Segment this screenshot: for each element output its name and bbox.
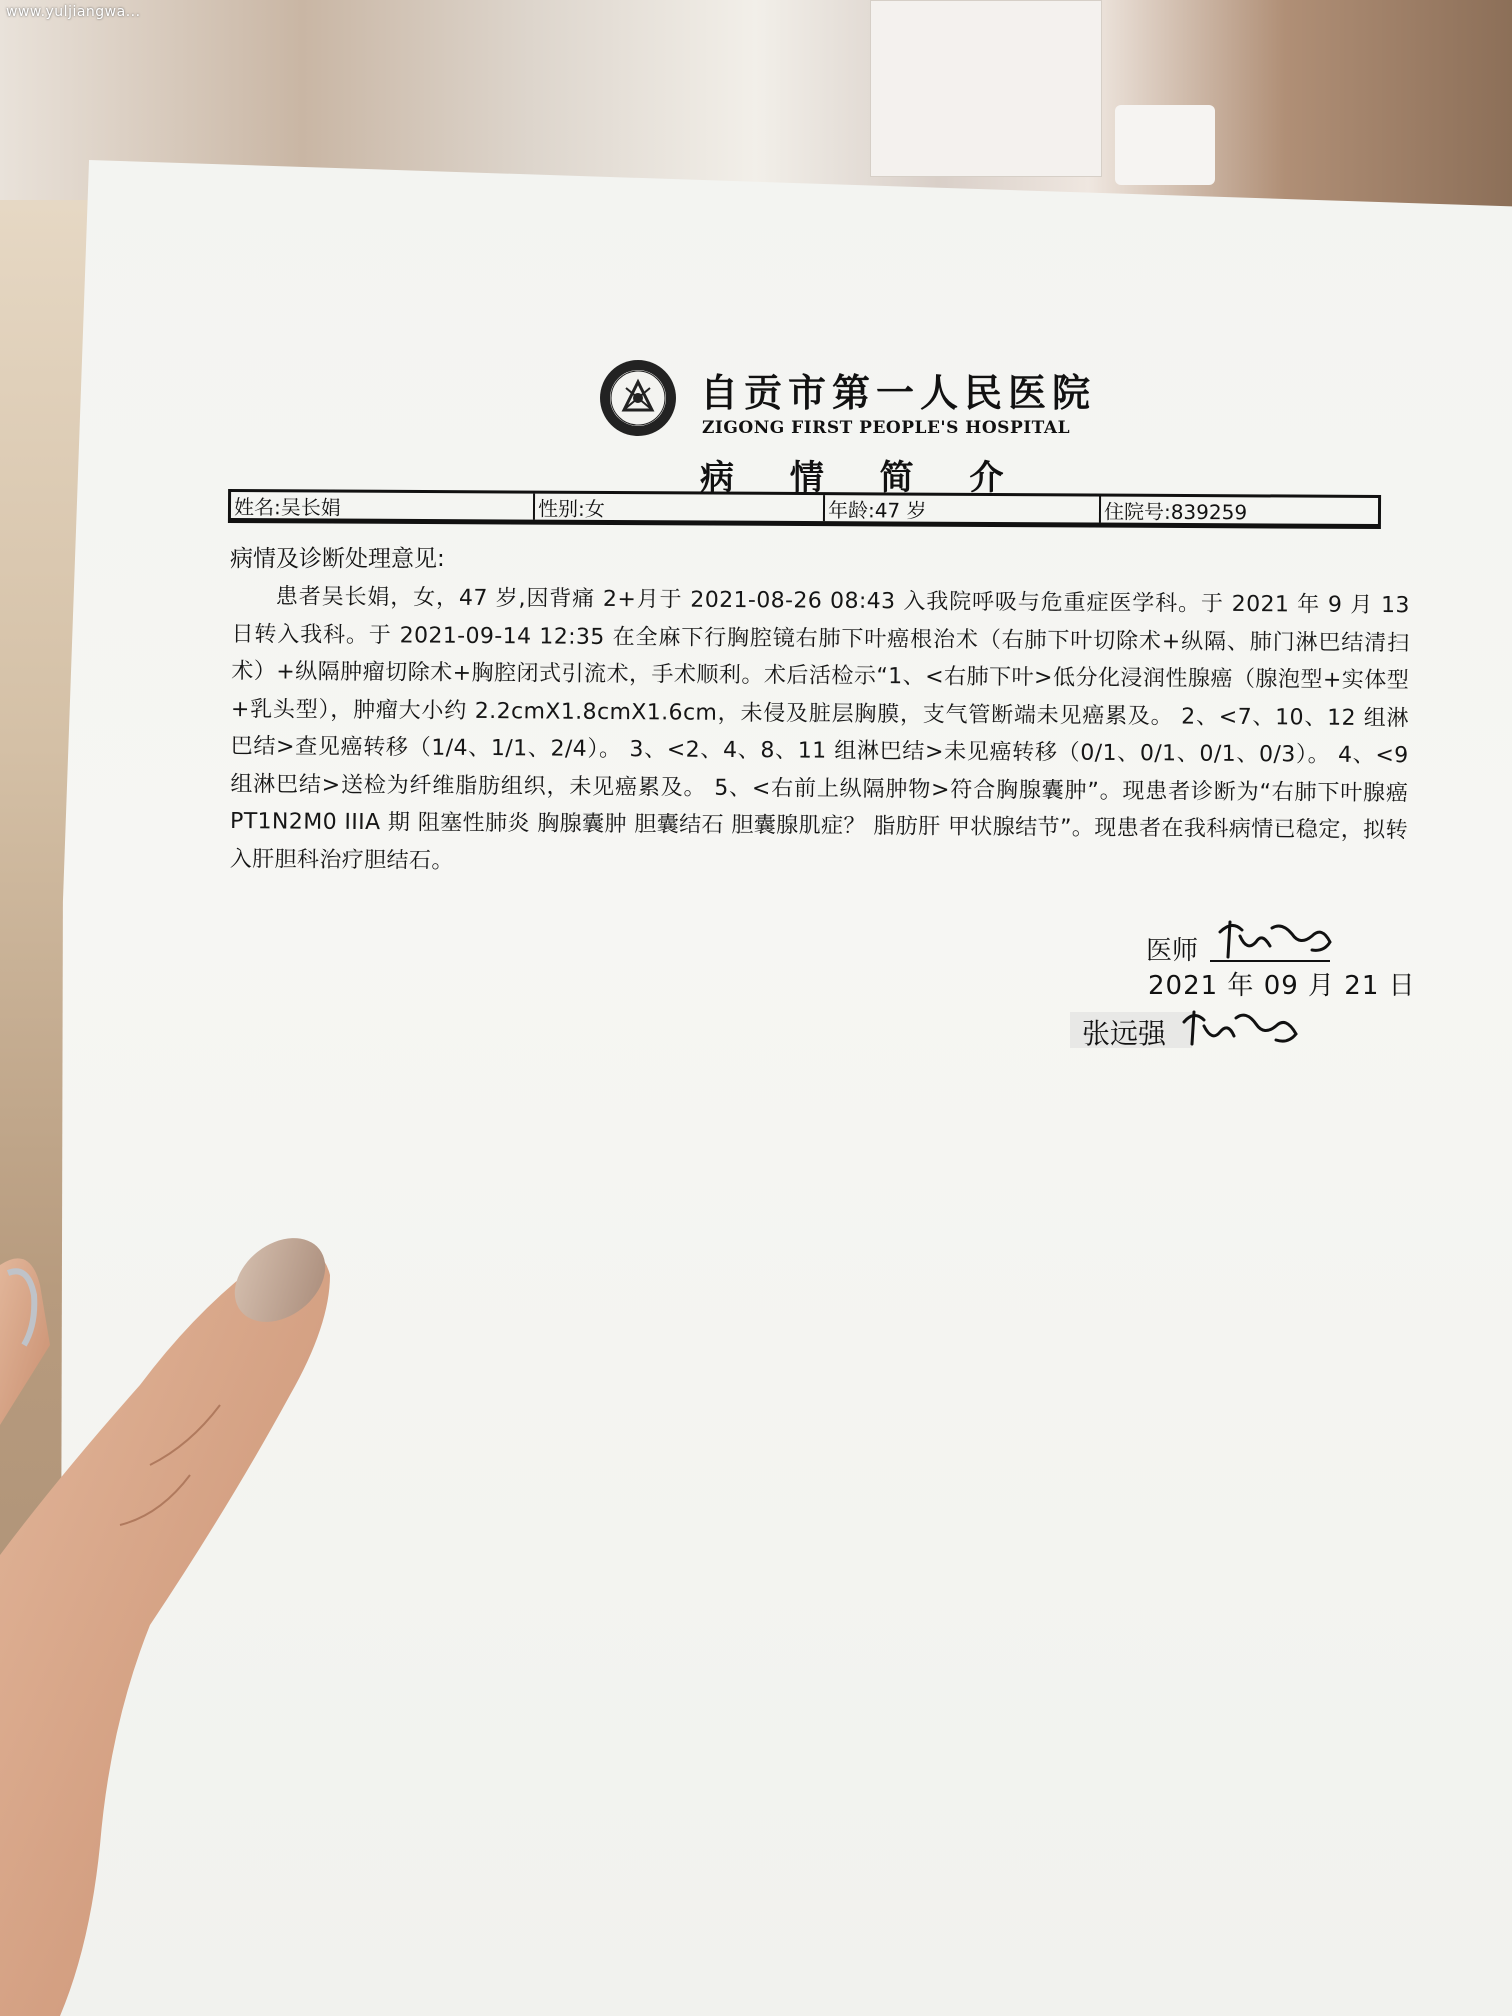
hospital-name-en: ZIGONG FIRST PEOPLE'S HOSPITAL bbox=[702, 418, 1071, 438]
hospital-logo bbox=[598, 358, 678, 438]
section-heading: 病情及诊断处理意见: bbox=[230, 546, 445, 572]
doctor-signature bbox=[1212, 912, 1342, 962]
doctor-label: 医师 bbox=[1146, 936, 1199, 966]
patient-gender: 性别:女 bbox=[535, 494, 825, 522]
diagnosis-paragraph: 患者吴长娟，女，47 岁,因背痛 2+月于 2021-08-26 08:43 入我院呼吸与危重症医学科。于 2021 年 9 月 13 日转入我科。于 2021-09-14 12:35 在全麻下行胸腔镜右肺下叶癌根治术（右肺下叶切除术+纵隔、肺门淋巴结清扫术）+纵隔肿瘤切除术+胸腔闭式引流术，手术顺利。术后活检示“1、<右肺下叶>低分化浸润性腺癌（腺泡型+实体型+乳头型），肿瘤大小约 2.2cmX1.8cmX1.6cm，未侵及脏层胸膜，支气管断端未见癌累及。 2、<7、10、12 组淋巴结>查见癌转移（1/4、1/1、2/4）。 3、<2、4、8、11 组淋巴结>未见癌转移（0/1、0/1、0/1、0/3）。 4、<9 组淋巴结>送检为纤维脂肪组织，未见癌累及。 5、<右前上纵隔肿物>符合胸腺囊肿”。现患者诊断为“右肺下叶腺癌 PT1N2M0 IIIA 期 阻塞性肺炎 胸腺囊肿 胆囊结石 胆囊腺肌症？ 脂肪肝 甲状腺结节”。现患者在我科病情已稳定，拟转入肝胆科治疗胆结石。 bbox=[229, 584, 1410, 874]
stamp-signature bbox=[1178, 1000, 1303, 1050]
name-stamp: 张远强 bbox=[1082, 1017, 1167, 1050]
hospital-name-cn: 自贡市第一人民医院 bbox=[700, 370, 1097, 415]
patient-name: 姓名:吴长娟 bbox=[231, 492, 535, 520]
watermark: www.yuljiangwa... bbox=[6, 4, 141, 20]
background-poster bbox=[870, 0, 1102, 177]
hand-holding-paper bbox=[0, 1225, 340, 2016]
background-vase bbox=[1115, 105, 1215, 185]
admission-number: 住院号:839259 bbox=[1103, 499, 1248, 525]
signature-date: 2021 年 09 月 21 日 bbox=[1148, 971, 1416, 1001]
patient-age: 年龄:47 岁 bbox=[825, 495, 1101, 522]
patient-info-table bbox=[228, 489, 1381, 529]
document-title: 病 情 简 介 bbox=[700, 458, 1026, 498]
